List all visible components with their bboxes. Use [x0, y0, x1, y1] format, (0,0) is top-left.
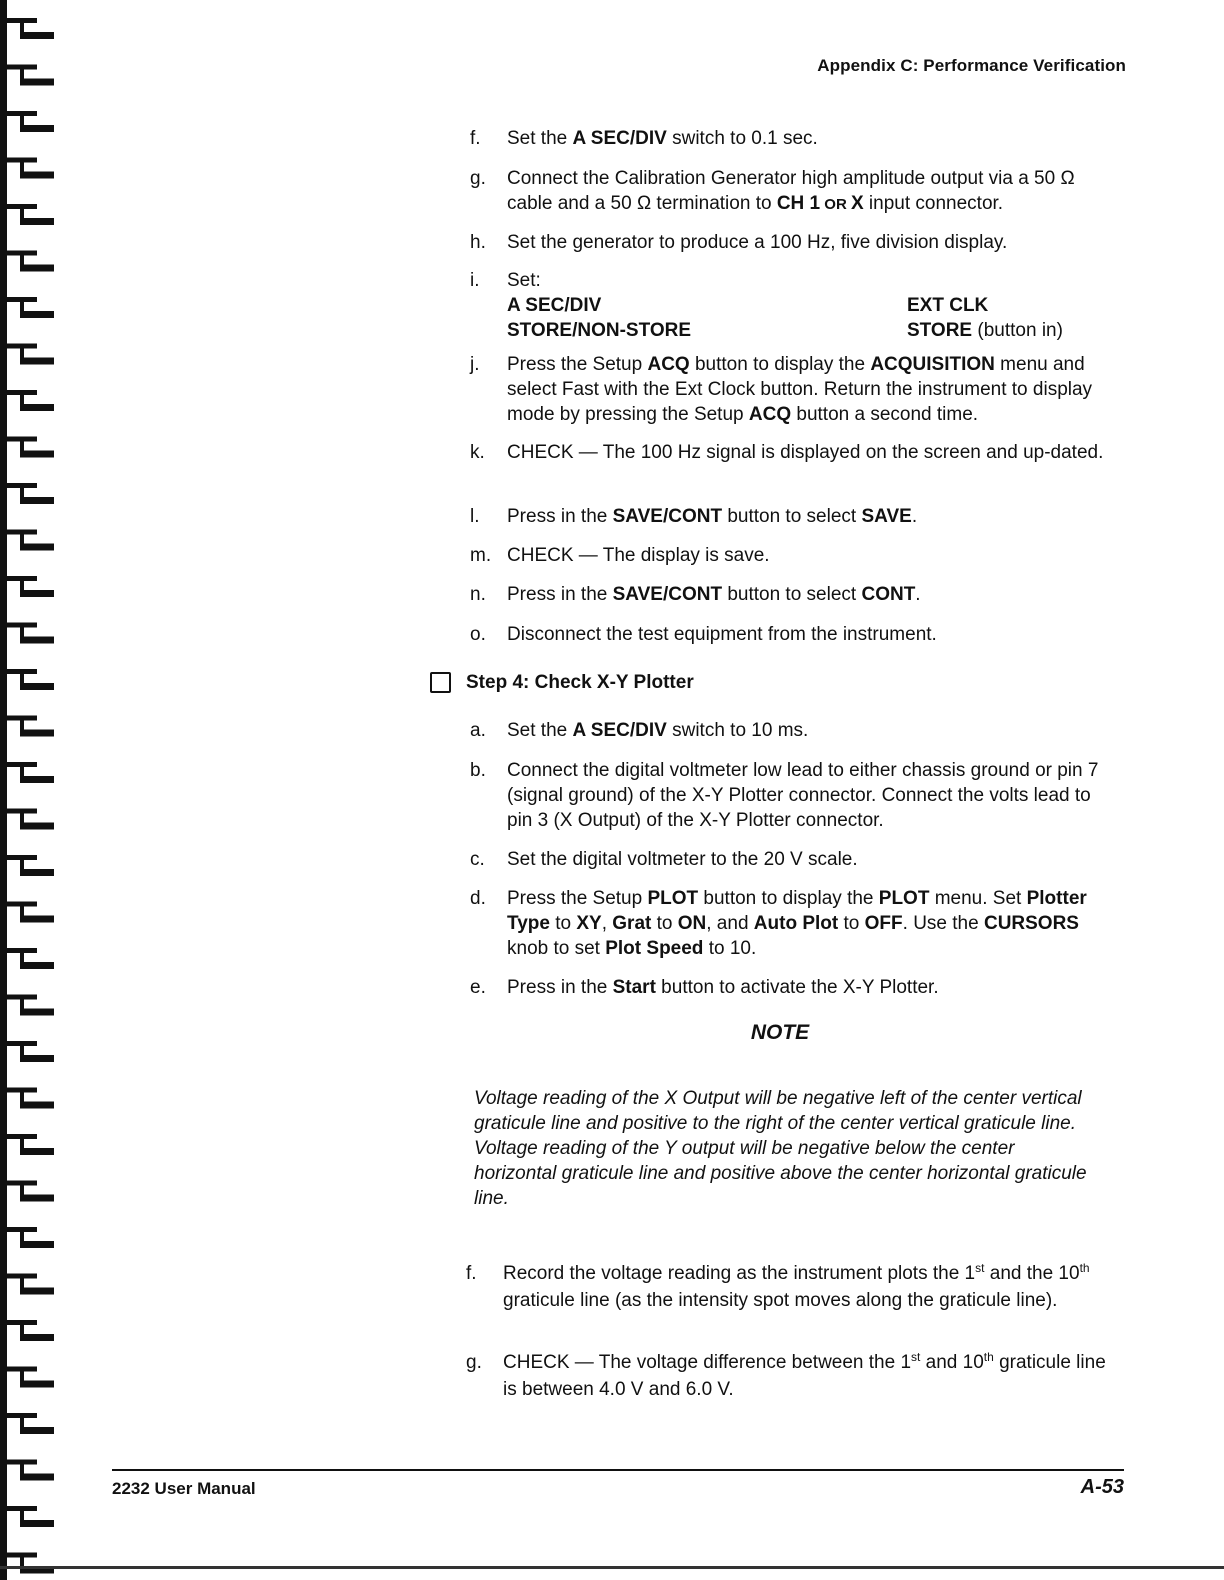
binding-ring — [20, 442, 24, 458]
binding-ring — [7, 1367, 37, 1372]
setting-row — [507, 293, 1107, 318]
binding-ring — [24, 404, 54, 411]
settings-table — [507, 293, 1107, 343]
setting-row — [507, 318, 1107, 343]
binding-ring — [7, 623, 37, 628]
binding-ring — [7, 437, 37, 442]
binding-ring — [24, 218, 54, 225]
binding-ring — [20, 163, 24, 179]
binding-ring — [24, 683, 54, 690]
binding-ring — [24, 637, 54, 644]
binding-ring — [20, 907, 24, 923]
setting-label: A SEC/DIV — [507, 295, 602, 316]
binding-ring — [20, 349, 24, 365]
binding-ring — [7, 855, 37, 860]
binding-ring — [7, 716, 37, 721]
binding-ring — [24, 590, 54, 597]
binding-ring — [20, 1232, 24, 1248]
bottom-edge-line — [0, 1566, 1224, 1569]
binding-ring — [20, 23, 24, 39]
step-title: Step 4: Check X-Y Plotter — [466, 672, 694, 693]
binding-ring — [24, 1381, 54, 1388]
binding-ring — [24, 916, 54, 923]
binding-ring — [20, 767, 24, 783]
binding-ring — [24, 1241, 54, 1248]
binding-ring — [24, 1102, 54, 1109]
binding-ring — [20, 1093, 24, 1109]
binding-ring — [20, 581, 24, 597]
binding-ring — [24, 1334, 54, 1341]
binding-ring — [20, 628, 24, 644]
setting-value: EXT CLK — [907, 295, 989, 316]
step-checkbox[interactable] — [430, 672, 451, 693]
note-body: Voltage reading of the X Output will be negative left of the center vertical graticule line and positive to the right of the center vertical graticule line. Voltage reading of the Y output will be negative below the center horizontal graticule line and positive above the center horizontal graticule line. — [474, 1088, 1087, 1209]
binding-ring — [24, 451, 54, 458]
binding-ring — [7, 1274, 37, 1279]
binding-ring — [20, 1511, 24, 1527]
spiral-binding-decoration — [0, 0, 60, 1580]
binding-ring — [24, 823, 54, 830]
binding-ring — [20, 721, 24, 737]
binding-ring — [24, 1427, 54, 1434]
binding-ring — [24, 32, 54, 39]
binding-ring — [7, 948, 37, 953]
binding-ring — [7, 1460, 37, 1465]
binding-ring — [20, 395, 24, 411]
binding-ring — [24, 1520, 54, 1527]
binding-ring — [20, 1139, 24, 1155]
binding-ring — [7, 1041, 37, 1046]
binding-ring — [24, 869, 54, 876]
binding-ring — [24, 358, 54, 365]
binding-ring — [20, 116, 24, 132]
binding-ring — [24, 776, 54, 783]
binding-ring — [7, 158, 37, 163]
binding-ring — [7, 1088, 37, 1093]
binding-ring — [7, 1181, 37, 1186]
binding-ring — [7, 1413, 37, 1418]
binding-ring — [20, 1186, 24, 1202]
binding-ring — [20, 860, 24, 876]
binding-ring — [7, 297, 37, 302]
binding-ring — [7, 669, 37, 674]
binding-ring — [24, 1148, 54, 1155]
binding-ring — [24, 1195, 54, 1202]
binding-ring — [20, 1325, 24, 1341]
binding-ring — [7, 902, 37, 907]
binding-ring — [24, 265, 54, 272]
footer-manual-title: 2232 User Manual — [112, 1479, 256, 1498]
binding-ring — [7, 1506, 37, 1511]
binding-ring — [24, 497, 54, 504]
note-title: NOTE — [750, 1021, 810, 1044]
binding-ring — [7, 251, 37, 256]
binding-ring — [7, 762, 37, 767]
binding-ring — [20, 535, 24, 551]
binding-ring — [20, 302, 24, 318]
binding-ring — [20, 1372, 24, 1388]
binding-ring — [7, 1134, 37, 1139]
setting-label: STORE/NON-STORE — [507, 320, 692, 341]
binding-ring — [7, 576, 37, 581]
binding-ring — [20, 70, 24, 86]
binding-ring — [24, 1009, 54, 1016]
binding-ring — [7, 390, 37, 395]
binding-ring — [7, 18, 37, 23]
setting-value: STORE (button in) — [907, 320, 1063, 341]
binding-ring — [7, 809, 37, 814]
binding-ring — [24, 1055, 54, 1062]
binding-ring — [24, 172, 54, 179]
step-4-heading — [430, 669, 1030, 697]
binding-ring — [24, 1474, 54, 1481]
binding-ring — [20, 1279, 24, 1295]
binding-ring — [20, 1046, 24, 1062]
binding-ring — [24, 79, 54, 86]
binding-ring — [24, 730, 54, 737]
binding-ring — [20, 488, 24, 504]
binding-ring — [24, 962, 54, 969]
binding-ring — [7, 1553, 37, 1558]
page-header: Appendix C: Performance Verification — [817, 56, 1126, 75]
binding-ring — [7, 344, 37, 349]
footer-rule — [112, 1469, 1124, 1471]
binding-ring — [24, 544, 54, 551]
binding-ring — [24, 311, 54, 318]
binding-ring — [20, 953, 24, 969]
binding-ring — [7, 483, 37, 488]
binding-ring — [24, 1288, 54, 1295]
binding-ring — [24, 125, 54, 132]
binding-ring — [20, 1000, 24, 1016]
binding-ring — [20, 256, 24, 272]
binding-ring — [7, 65, 37, 70]
binding-ring — [20, 1465, 24, 1481]
binding-ring — [7, 530, 37, 535]
binding-ring — [7, 204, 37, 209]
binding-ring — [7, 995, 37, 1000]
binding-ring — [7, 1320, 37, 1325]
binding-ring — [20, 209, 24, 225]
binding-ring — [7, 1227, 37, 1232]
binding-ring — [20, 814, 24, 830]
binding-ring — [20, 1418, 24, 1434]
binding-ring — [7, 111, 37, 116]
binding-ring — [20, 674, 24, 690]
page-number: A-53 — [1080, 1476, 1124, 1498]
